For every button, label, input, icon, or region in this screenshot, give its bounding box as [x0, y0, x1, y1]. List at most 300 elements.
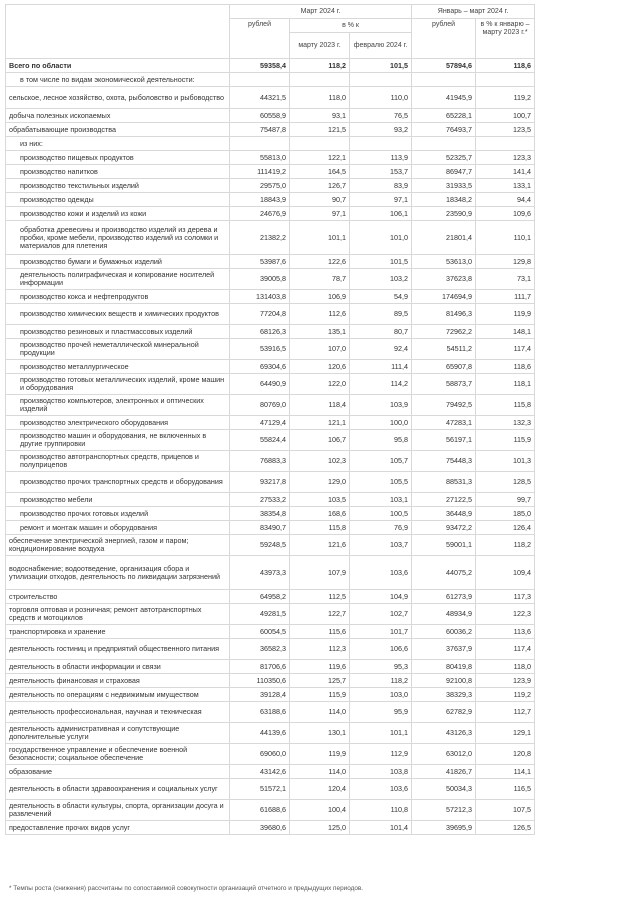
- value-pct-jan-mar-2023: 119,2: [476, 688, 535, 702]
- row-label: производство химических веществ и химических продуктов: [6, 304, 230, 325]
- value-pct-jan-mar-2023: 126,4: [476, 521, 535, 535]
- value-rubles-march: 51572,1: [230, 779, 290, 800]
- row-label: деятельность финансовая и страховая: [6, 674, 230, 688]
- value-pct-jan-mar-2023: 129,8: [476, 255, 535, 269]
- table-row: [6, 507, 535, 521]
- value-pct-feb-2024: 103,1: [350, 493, 412, 507]
- value-rubles-march: 53987,6: [230, 255, 290, 269]
- row-label: производство бумаги и бумажных изделий: [6, 255, 230, 269]
- value-rubles-march: 39005,8: [230, 269, 290, 290]
- value-pct-feb-2024: 118,2: [350, 674, 412, 688]
- row-label: деятельность профессиональная, научная и техническая: [6, 702, 230, 723]
- value-rubles-march: 39680,6: [230, 821, 290, 835]
- value-rubles-march: 59358,4: [230, 59, 290, 73]
- value-pct-march-2023: 118,4: [290, 395, 350, 416]
- table-row: [6, 151, 535, 165]
- value-pct-march-2023: 90,7: [290, 193, 350, 207]
- value-rubles-march: 111419,2: [230, 165, 290, 179]
- value-pct-jan-mar-2023: 109,4: [476, 556, 535, 590]
- value-pct-march-2023: 125,7: [290, 674, 350, 688]
- row-label: ремонт и монтаж машин и оборудования: [6, 521, 230, 535]
- value-pct-feb-2024: 103,2: [350, 269, 412, 290]
- value-rubles-march: 43973,3: [230, 556, 290, 590]
- footnote: * Темпы роста (снижения) рассчитаны по сопоставимой совокупности организаций отчетного и предыдущих периодов.: [9, 885, 364, 892]
- table-row: [6, 744, 535, 765]
- value-pct-march-2023: 122,0: [290, 374, 350, 395]
- table-row: [6, 625, 535, 639]
- value-rubles-jan-mar: 92100,8: [412, 674, 476, 688]
- value-rubles-march: 38354,8: [230, 507, 290, 521]
- value-rubles-march: 21382,2: [230, 221, 290, 255]
- header-empty-cell: [6, 5, 230, 59]
- table-row: [6, 416, 535, 430]
- value-pct-feb-2024: 153,7: [350, 165, 412, 179]
- value-pct-jan-mar-2023: 123,5: [476, 123, 535, 137]
- table-row: [6, 604, 535, 625]
- table-row: [6, 702, 535, 723]
- value-pct-march-2023: 126,7: [290, 179, 350, 193]
- value-pct-feb-2024: 110,8: [350, 800, 412, 821]
- value-rubles-march: 64490,9: [230, 374, 290, 395]
- value-rubles-jan-mar: 58873,7: [412, 374, 476, 395]
- value-pct-feb-2024: 97,1: [350, 193, 412, 207]
- value-rubles-jan-mar: 63012,0: [412, 744, 476, 765]
- table-row: [6, 179, 535, 193]
- value-rubles-jan-mar: 56197,1: [412, 430, 476, 451]
- value-pct-feb-2024: 80,7: [350, 325, 412, 339]
- value-pct-march-2023: 120,4: [290, 779, 350, 800]
- value-rubles-march: 64958,2: [230, 590, 290, 604]
- value-pct-march-2023: 114,0: [290, 702, 350, 723]
- table-row: [6, 137, 535, 151]
- row-label: производство электрического оборудования: [6, 416, 230, 430]
- row-label: предоставление прочих видов услуг: [6, 821, 230, 835]
- value-pct-march-2023: 119,9: [290, 744, 350, 765]
- value-rubles-march: 110350,6: [230, 674, 290, 688]
- value-pct-feb-2024: 106,6: [350, 639, 412, 660]
- value-pct-jan-mar-2023: 118,0: [476, 660, 535, 674]
- value-rubles-jan-mar: 86947,7: [412, 165, 476, 179]
- value-pct-feb-2024: 112,9: [350, 744, 412, 765]
- value-rubles-jan-mar: 52325,7: [412, 151, 476, 165]
- value-pct-feb-2024: 110,0: [350, 87, 412, 109]
- value-rubles-march: 60054,5: [230, 625, 290, 639]
- value-pct-feb-2024: 104,9: [350, 590, 412, 604]
- value-pct-jan-mar-2023: 122,3: [476, 604, 535, 625]
- row-label: деятельность по операциям с недвижимым имуществом: [6, 688, 230, 702]
- value-pct-feb-2024: 100,0: [350, 416, 412, 430]
- value-rubles-jan-mar: 48934,9: [412, 604, 476, 625]
- value-rubles-march: 61688,6: [230, 800, 290, 821]
- row-label: производство готовых металлических изделий, кроме машин и оборудования: [6, 374, 230, 395]
- value-rubles-jan-mar: 47283,1: [412, 416, 476, 430]
- value-pct-feb-2024: 76,5: [350, 109, 412, 123]
- value-rubles-jan-mar: 62782,9: [412, 702, 476, 723]
- value-pct-march-2023: 164,5: [290, 165, 350, 179]
- table-row: [6, 193, 535, 207]
- value-rubles-jan-mar: 93472,2: [412, 521, 476, 535]
- table-row: [6, 535, 535, 556]
- value-rubles-march: [230, 73, 290, 87]
- table-row: [6, 639, 535, 660]
- value-pct-feb-2024: 113,9: [350, 151, 412, 165]
- value-rubles-march: 53916,5: [230, 339, 290, 360]
- value-pct-jan-mar-2023: 126,5: [476, 821, 535, 835]
- value-pct-feb-2024: 105,7: [350, 451, 412, 472]
- table-row: [6, 207, 535, 221]
- value-rubles-march: 75487,8: [230, 123, 290, 137]
- value-pct-feb-2024: 93,2: [350, 123, 412, 137]
- value-rubles-march: 47129,4: [230, 416, 290, 430]
- wages-table: [5, 4, 535, 835]
- table-row: [6, 556, 535, 590]
- table-row: [6, 304, 535, 325]
- value-pct-march-2023: 120,6: [290, 360, 350, 374]
- row-label: торговля оптовая и розничная; ремонт автотранспортных средств и мотоциклов: [6, 604, 230, 625]
- value-pct-feb-2024: [350, 73, 412, 87]
- table-header: [6, 5, 535, 59]
- table-row: [6, 688, 535, 702]
- value-pct-march-2023: 115,8: [290, 521, 350, 535]
- value-pct-march-2023: 122,7: [290, 604, 350, 625]
- row-label: производство текстильных изделий: [6, 179, 230, 193]
- value-pct-march-2023: 106,7: [290, 430, 350, 451]
- header-march-2023: марту 2023 г.: [290, 33, 350, 59]
- table-row: [6, 123, 535, 137]
- value-rubles-march: 93217,8: [230, 472, 290, 493]
- value-pct-march-2023: 107,9: [290, 556, 350, 590]
- value-pct-feb-2024: 95,3: [350, 660, 412, 674]
- value-pct-march-2023: 130,1: [290, 723, 350, 744]
- value-rubles-jan-mar: 36448,9: [412, 507, 476, 521]
- value-pct-jan-mar-2023: 118,1: [476, 374, 535, 395]
- table-row: [6, 451, 535, 472]
- table-row: [6, 87, 535, 109]
- value-pct-jan-mar-2023: 110,1: [476, 221, 535, 255]
- header-rubles: рублей: [230, 19, 290, 59]
- value-pct-march-2023: 112,6: [290, 304, 350, 325]
- row-label: строительство: [6, 590, 230, 604]
- value-pct-march-2023: 78,7: [290, 269, 350, 290]
- row-label: производство металлургическое: [6, 360, 230, 374]
- value-rubles-march: 39128,4: [230, 688, 290, 702]
- value-pct-march-2023: 119,6: [290, 660, 350, 674]
- value-rubles-jan-mar: 61273,9: [412, 590, 476, 604]
- table-row: [6, 779, 535, 800]
- value-pct-jan-mar-2023: 128,5: [476, 472, 535, 493]
- value-rubles-jan-mar: 41826,7: [412, 765, 476, 779]
- value-pct-march-2023: 118,0: [290, 87, 350, 109]
- value-pct-jan-mar-2023: [476, 137, 535, 151]
- value-rubles-jan-mar: 54511,2: [412, 339, 476, 360]
- row-label: обеспечение электрической энергией, газом и паром; кондиционирование воздуха: [6, 535, 230, 556]
- table-row: [6, 165, 535, 179]
- table-row: [6, 821, 535, 835]
- value-rubles-march: 27533,2: [230, 493, 290, 507]
- row-label: сельское, лесное хозяйство, охота, рыболовство и рыбоводство: [6, 87, 230, 109]
- table-row: [6, 269, 535, 290]
- value-pct-march-2023: [290, 73, 350, 87]
- value-pct-feb-2024: 101,4: [350, 821, 412, 835]
- value-rubles-march: 49281,5: [230, 604, 290, 625]
- value-pct-jan-mar-2023: 112,7: [476, 702, 535, 723]
- value-pct-jan-mar-2023: 119,9: [476, 304, 535, 325]
- row-label: Всего по области: [6, 59, 230, 73]
- value-pct-jan-mar-2023: 107,5: [476, 800, 535, 821]
- value-pct-jan-mar-2023: 133,1: [476, 179, 535, 193]
- header-pct-jan-mar-2023: в % к январю – марту 2023 г.*: [476, 19, 535, 59]
- value-pct-feb-2024: 103,9: [350, 395, 412, 416]
- table-row: [6, 339, 535, 360]
- row-label: обработка древесины и производство изделий из дерева и пробки, кроме мебели, производство изделий из соломки и материалов для плетения: [6, 221, 230, 255]
- table-row: [6, 472, 535, 493]
- value-rubles-jan-mar: 38329,3: [412, 688, 476, 702]
- value-pct-jan-mar-2023: 119,2: [476, 87, 535, 109]
- value-rubles-march: 55813,0: [230, 151, 290, 165]
- value-pct-march-2023: 168,6: [290, 507, 350, 521]
- row-label: деятельность гостиниц и предприятий общественного питания: [6, 639, 230, 660]
- value-rubles-march: 24676,9: [230, 207, 290, 221]
- value-pct-jan-mar-2023: 99,7: [476, 493, 535, 507]
- header-rubles-2: рублей: [412, 19, 476, 59]
- value-rubles-jan-mar: 57894,6: [412, 59, 476, 73]
- value-pct-jan-mar-2023: 100,7: [476, 109, 535, 123]
- value-pct-march-2023: 102,3: [290, 451, 350, 472]
- row-label: образование: [6, 765, 230, 779]
- table-row: [6, 395, 535, 416]
- value-pct-feb-2024: 100,5: [350, 507, 412, 521]
- value-rubles-jan-mar: 72962,2: [412, 325, 476, 339]
- value-rubles-march: [230, 137, 290, 151]
- row-label: производство прочих транспортных средств и оборудования: [6, 472, 230, 493]
- value-rubles-march: 68126,3: [230, 325, 290, 339]
- row-label: деятельность в области информации и связи: [6, 660, 230, 674]
- header-pct-group: в % к: [290, 19, 412, 33]
- value-pct-jan-mar-2023: 94,4: [476, 193, 535, 207]
- value-pct-feb-2024: 103,6: [350, 779, 412, 800]
- row-label: производство прочей неметаллической минеральной продукции: [6, 339, 230, 360]
- value-pct-march-2023: 121,6: [290, 535, 350, 556]
- row-label: производство машин и оборудования, не включенных в другие группировки: [6, 430, 230, 451]
- value-pct-jan-mar-2023: 111,7: [476, 290, 535, 304]
- row-label: производство прочих готовых изделий: [6, 507, 230, 521]
- table-row: [6, 723, 535, 744]
- value-pct-march-2023: 122,6: [290, 255, 350, 269]
- value-rubles-jan-mar: 57212,3: [412, 800, 476, 821]
- value-pct-march-2023: [290, 137, 350, 151]
- value-pct-jan-mar-2023: 123,9: [476, 674, 535, 688]
- row-label: деятельность административная и сопутствующие дополнительные услуги: [6, 723, 230, 744]
- value-pct-jan-mar-2023: [476, 73, 535, 87]
- value-rubles-jan-mar: 81496,3: [412, 304, 476, 325]
- value-pct-march-2023: 107,0: [290, 339, 350, 360]
- table-row: [6, 521, 535, 535]
- table-row: [6, 493, 535, 507]
- value-pct-march-2023: 100,4: [290, 800, 350, 821]
- table-row: [6, 290, 535, 304]
- value-rubles-march: 55824,4: [230, 430, 290, 451]
- value-rubles-march: 80769,0: [230, 395, 290, 416]
- row-label: производство напитков: [6, 165, 230, 179]
- value-pct-feb-2024: 103,0: [350, 688, 412, 702]
- value-rubles-jan-mar: 37637,9: [412, 639, 476, 660]
- value-rubles-jan-mar: 59001,1: [412, 535, 476, 556]
- value-pct-feb-2024: 95,8: [350, 430, 412, 451]
- value-pct-march-2023: 115,6: [290, 625, 350, 639]
- row-label: деятельность полиграфическая и копирование носителей информации: [6, 269, 230, 290]
- value-pct-march-2023: 125,0: [290, 821, 350, 835]
- value-rubles-march: 83490,7: [230, 521, 290, 535]
- value-pct-jan-mar-2023: 185,0: [476, 507, 535, 521]
- value-rubles-jan-mar: 80419,8: [412, 660, 476, 674]
- table-row: [6, 765, 535, 779]
- table-row: [6, 73, 535, 87]
- value-rubles-march: 44139,6: [230, 723, 290, 744]
- value-pct-jan-mar-2023: 148,1: [476, 325, 535, 339]
- row-label: из них:: [6, 137, 230, 151]
- value-rubles-jan-mar: 21801,4: [412, 221, 476, 255]
- value-pct-feb-2024: 101,0: [350, 221, 412, 255]
- value-pct-feb-2024: 111,4: [350, 360, 412, 374]
- row-label: транспортировка и хранение: [6, 625, 230, 639]
- row-label: производство кокса и нефтепродуктов: [6, 290, 230, 304]
- value-rubles-march: 29575,0: [230, 179, 290, 193]
- row-label: водоснабжение; водоотведение, организация сбора и утилизации отходов, деятельность по ликвидации загрязнений: [6, 556, 230, 590]
- value-rubles-march: 44321,5: [230, 87, 290, 109]
- value-rubles-jan-mar: 50034,3: [412, 779, 476, 800]
- row-label: деятельность в области здравоохранения и социальных услуг: [6, 779, 230, 800]
- value-rubles-jan-mar: 37623,8: [412, 269, 476, 290]
- value-pct-feb-2024: 114,2: [350, 374, 412, 395]
- header-feb-2024: февралю 2024 г.: [350, 33, 412, 59]
- value-rubles-jan-mar: 31933,5: [412, 179, 476, 193]
- value-pct-jan-mar-2023: 101,3: [476, 451, 535, 472]
- value-pct-march-2023: 115,9: [290, 688, 350, 702]
- value-pct-feb-2024: 89,5: [350, 304, 412, 325]
- value-pct-feb-2024: 83,9: [350, 179, 412, 193]
- value-pct-jan-mar-2023: 118,2: [476, 535, 535, 556]
- value-pct-march-2023: 112,3: [290, 639, 350, 660]
- row-label: государственное управление и обеспечение военной безопасности; социальное обеспечение: [6, 744, 230, 765]
- value-pct-feb-2024: 101,5: [350, 59, 412, 73]
- value-rubles-march: 59248,5: [230, 535, 290, 556]
- value-rubles-jan-mar: 27122,5: [412, 493, 476, 507]
- value-rubles-march: 43142,6: [230, 765, 290, 779]
- value-pct-feb-2024: 92,4: [350, 339, 412, 360]
- value-rubles-jan-mar: [412, 137, 476, 151]
- value-pct-jan-mar-2023: 118,6: [476, 59, 535, 73]
- value-rubles-march: 69304,6: [230, 360, 290, 374]
- value-rubles-jan-mar: 41945,9: [412, 87, 476, 109]
- value-pct-march-2023: 101,1: [290, 221, 350, 255]
- table-row: [6, 800, 535, 821]
- value-pct-jan-mar-2023: 132,3: [476, 416, 535, 430]
- row-label: производство кожи и изделий из кожи: [6, 207, 230, 221]
- value-pct-march-2023: 114,0: [290, 765, 350, 779]
- value-pct-feb-2024: 54,9: [350, 290, 412, 304]
- value-rubles-march: 69060,0: [230, 744, 290, 765]
- value-pct-feb-2024: 101,7: [350, 625, 412, 639]
- value-pct-feb-2024: 106,1: [350, 207, 412, 221]
- value-pct-jan-mar-2023: 109,6: [476, 207, 535, 221]
- value-pct-jan-mar-2023: 117,4: [476, 339, 535, 360]
- value-rubles-march: 76883,3: [230, 451, 290, 472]
- value-rubles-jan-mar: 18348,2: [412, 193, 476, 207]
- value-pct-feb-2024: 76,9: [350, 521, 412, 535]
- value-pct-jan-mar-2023: 141,4: [476, 165, 535, 179]
- value-pct-feb-2024: 101,5: [350, 255, 412, 269]
- table-row: [6, 360, 535, 374]
- table-row: [6, 221, 535, 255]
- table-row: [6, 325, 535, 339]
- value-pct-feb-2024: 103,8: [350, 765, 412, 779]
- table-row: [6, 590, 535, 604]
- row-label: производство пищевых продуктов: [6, 151, 230, 165]
- value-pct-jan-mar-2023: 114,1: [476, 765, 535, 779]
- value-pct-feb-2024: [350, 137, 412, 151]
- row-label: производство одежды: [6, 193, 230, 207]
- value-pct-march-2023: 122,1: [290, 151, 350, 165]
- value-rubles-jan-mar: 76493,7: [412, 123, 476, 137]
- row-label: обрабатывающие производства: [6, 123, 230, 137]
- value-pct-march-2023: 106,9: [290, 290, 350, 304]
- table-row: [6, 109, 535, 123]
- value-pct-march-2023: 118,2: [290, 59, 350, 73]
- value-rubles-march: 63188,6: [230, 702, 290, 723]
- value-pct-jan-mar-2023: 123,3: [476, 151, 535, 165]
- table-row: [6, 660, 535, 674]
- value-rubles-jan-mar: 174694,9: [412, 290, 476, 304]
- value-pct-feb-2024: 105,5: [350, 472, 412, 493]
- header-jan-mar-2024: Январь – март 2024 г.: [412, 5, 535, 19]
- value-pct-march-2023: 97,1: [290, 207, 350, 221]
- row-label: добыча полезных ископаемых: [6, 109, 230, 123]
- value-pct-march-2023: 93,1: [290, 109, 350, 123]
- value-pct-feb-2024: 102,7: [350, 604, 412, 625]
- value-rubles-march: 81706,6: [230, 660, 290, 674]
- value-rubles-jan-mar: 75448,3: [412, 451, 476, 472]
- value-rubles-jan-mar: 53613,0: [412, 255, 476, 269]
- value-rubles-jan-mar: 60036,2: [412, 625, 476, 639]
- value-rubles-jan-mar: 65907,8: [412, 360, 476, 374]
- value-pct-jan-mar-2023: 116,5: [476, 779, 535, 800]
- value-pct-march-2023: 112,5: [290, 590, 350, 604]
- value-rubles-jan-mar: 43126,3: [412, 723, 476, 744]
- value-pct-jan-mar-2023: 118,6: [476, 360, 535, 374]
- table-row: [6, 59, 535, 73]
- value-rubles-jan-mar: 39695,9: [412, 821, 476, 835]
- value-rubles-march: 131403,8: [230, 290, 290, 304]
- row-label: производство резиновых и пластмассовых изделий: [6, 325, 230, 339]
- value-pct-march-2023: 121,5: [290, 123, 350, 137]
- value-pct-jan-mar-2023: 73,1: [476, 269, 535, 290]
- value-rubles-march: 18843,9: [230, 193, 290, 207]
- table-row: [6, 374, 535, 395]
- value-rubles-jan-mar: 44075,2: [412, 556, 476, 590]
- value-rubles-jan-mar: 79492,5: [412, 395, 476, 416]
- value-pct-jan-mar-2023: 117,4: [476, 639, 535, 660]
- row-label: деятельность в области культуры, спорта, организации досуга и развлечений: [6, 800, 230, 821]
- value-pct-march-2023: 135,1: [290, 325, 350, 339]
- row-label: производство автотранспортных средств, прицепов и полуприцепов: [6, 451, 230, 472]
- value-pct-feb-2024: 103,6: [350, 556, 412, 590]
- value-rubles-march: 77204,8: [230, 304, 290, 325]
- value-pct-march-2023: 129,0: [290, 472, 350, 493]
- value-pct-march-2023: 121,1: [290, 416, 350, 430]
- value-pct-feb-2024: 103,7: [350, 535, 412, 556]
- value-rubles-jan-mar: 65228,1: [412, 109, 476, 123]
- value-pct-feb-2024: 101,1: [350, 723, 412, 744]
